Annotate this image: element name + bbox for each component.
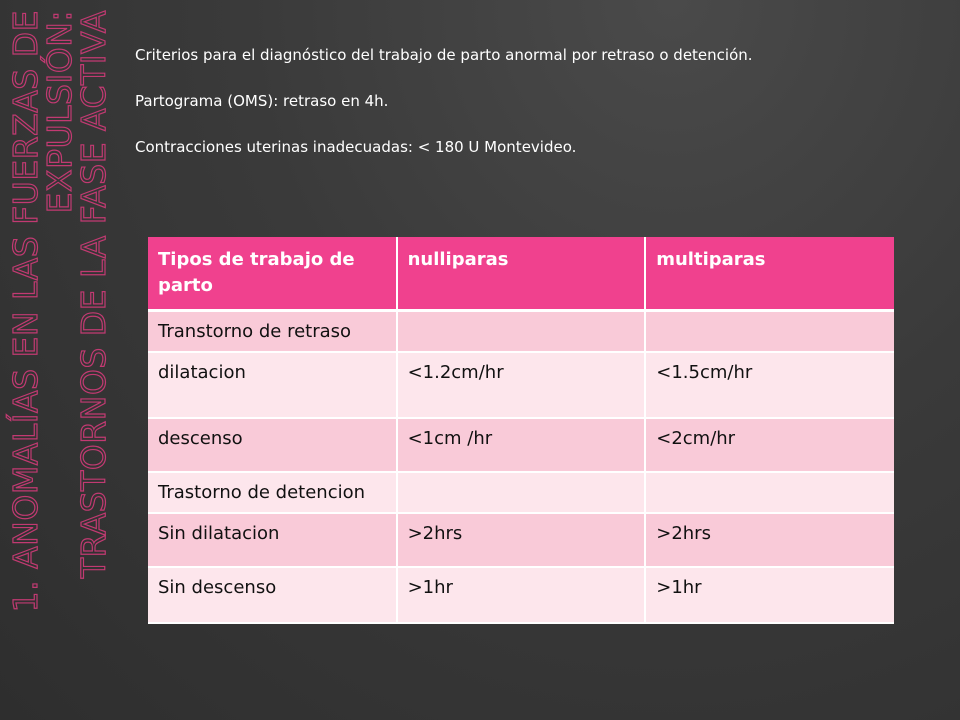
table-cell [645,472,894,513]
table-cell [645,311,894,353]
table-cell: Sin descenso [148,567,397,623]
table-cell: <2cm/hr [645,418,894,472]
criteria-table [148,237,894,624]
table-cell [397,311,646,353]
table-cell: >1hr [397,567,646,623]
table-row [148,352,894,418]
table-cell: descenso [148,418,397,472]
table-row [148,311,894,353]
table-cell: Trastorno de detencion [148,472,397,513]
table-cell: <1cm /hr [397,418,646,472]
note-contractions: Contracciones uterinas inadecuadas: < 180 U Montevideo. [135,138,577,156]
note-partogram: Partograma (OMS): retraso en 4h. [135,92,389,110]
slide-title [6,10,113,710]
slide-title-line-2: EXPULSIÓN: [40,10,79,214]
table-cell: >2hrs [645,513,894,567]
header-nulliparas: nulliparas [397,237,646,311]
table-cell: <1.5cm/hr [645,352,894,418]
table-cell: Sin dilatacion [148,513,397,567]
header-labor-type: Tipos de trabajo de parto [148,237,397,311]
table-row [148,472,894,513]
slide-title-area [0,0,120,720]
table-cell: Transtorno de retraso [148,311,397,353]
table-cell: <1.2cm/hr [397,352,646,418]
table-cell: dilatacion [148,352,397,418]
slide-title-line-3: TRASTORNOS DE LA FASE ACTIVA [74,10,113,579]
slide-title-line-1: 1. ANOMALÍAS EN LAS FUERZAS DE [6,10,45,613]
table-header-row [148,237,894,311]
table-row [148,418,894,472]
table-row [148,567,894,623]
table-cell: >1hr [645,567,894,623]
notes-block [135,44,815,182]
table-row [148,513,894,567]
table-cell [397,472,646,513]
note-criteria: Criterios para el diagnóstico del trabajo de parto anormal por retraso o detención. [135,46,753,64]
table-cell: >2hrs [397,513,646,567]
header-multiparas: multiparas [645,237,894,311]
